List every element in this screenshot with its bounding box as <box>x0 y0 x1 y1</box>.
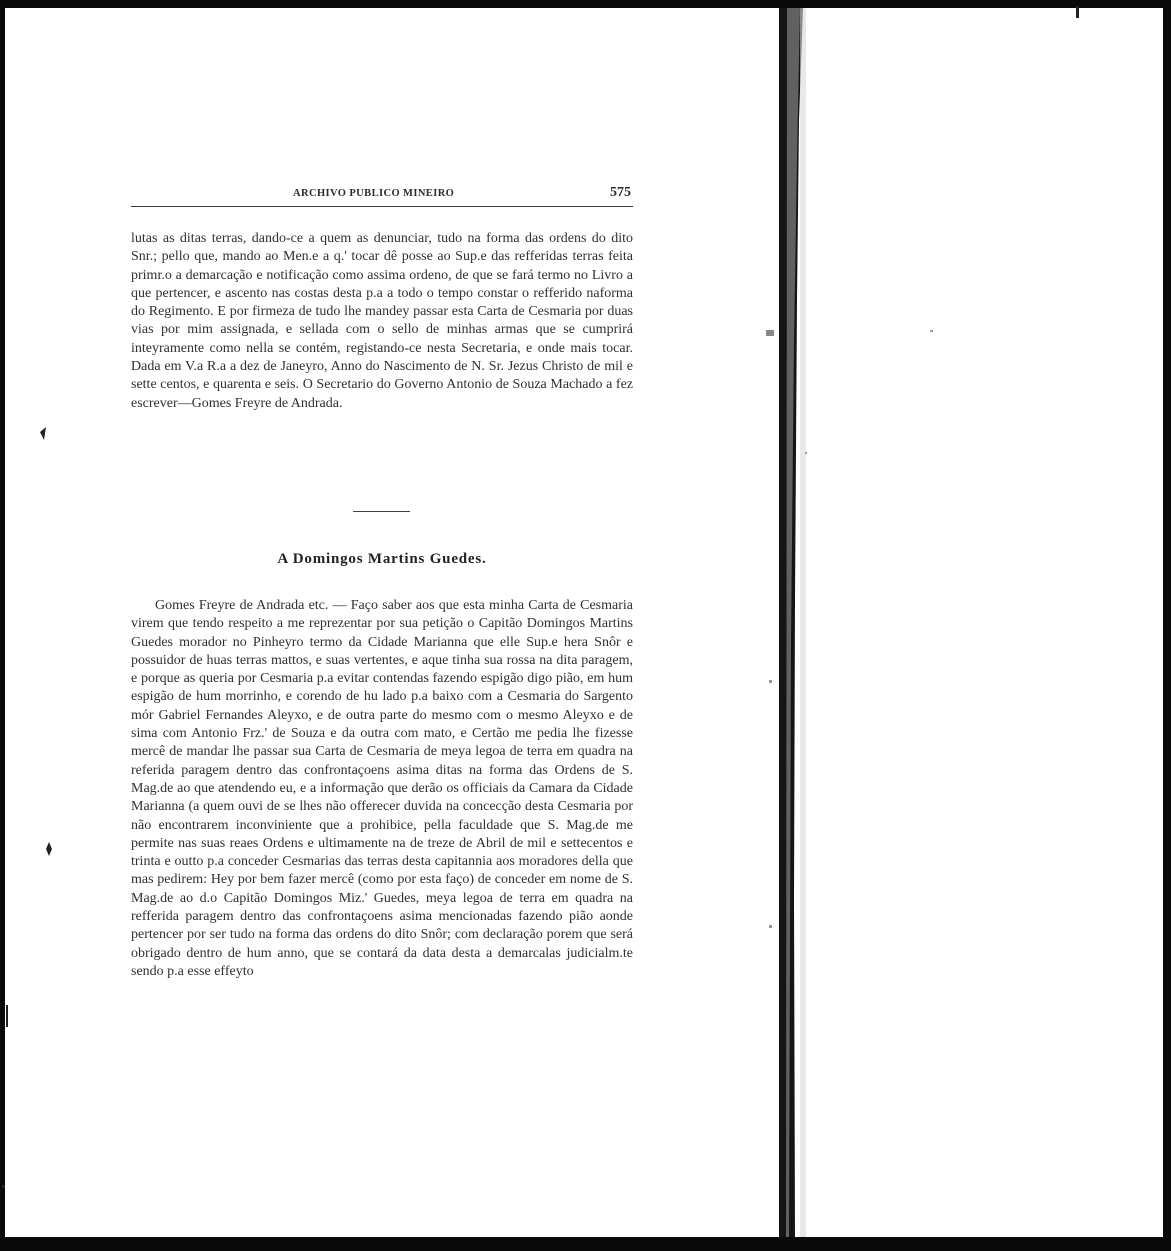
page-header <box>131 185 633 210</box>
page-number: 575 <box>610 185 631 200</box>
header-rule <box>131 206 633 207</box>
running-head: ARCHIVO PUBLICO MINEIRO <box>293 188 455 199</box>
section-divider <box>353 511 410 512</box>
bottom-border <box>0 1237 1171 1251</box>
top-border <box>0 0 1171 8</box>
paragraph-continued-text: lutas as ditas terras, dando-ce a quem as denunciar, tudo na forma das ordens do dito Snr.; pello que, mando ao Men.e a q.' tocar dê posse ao Sup.e das refferidas terras feita primr.o a demarcação e notificação como assima ordeno, de que se fará termo no Livro a que pertencer, e ascento nas costas desta p.a a todo o tempo constar o refferido naforma do Regimento. E por firmeza de tudo lhe mandey passar esta Carta de Cesmaria por duas vias por mim assignada, e sellada com o sello de minhas armas que se cumprirá inteyramente como nella se contém, registando-ce nesta Secretaria, e onde mais tocar. Dada em V.a R.a a dez de Janeyro, Anno do Nascimento de N. Sr. Jezus Christo de mil e sette centos, e quarenta e seis. O Secretario do Governo Antonio de Souza Machado a fez escrever—Gomes Freyre de Andrada. <box>131 231 633 411</box>
right-border <box>1163 0 1171 1251</box>
section-heading: A Domingos Martins Guedes. <box>277 551 487 567</box>
book-gutter <box>779 8 806 1237</box>
left-border <box>0 0 5 1251</box>
paragraph-carta-text: Gomes Freyre de Andrada etc. — Faço saber aos que esta minha Carta de Cesmaria virem que tendo respeito a me reprezentar por sua petição o Capitão Domingos Martins Guedes morador no Pinheyro termo da Cidade Marianna que elle Sup.e hera Snôr e possuidor de huas terras mattos, e suas vertentes, e aque tinha sua rossa na dita paragem, e porque as queria por Cesmaria p.a evitar contendas fazendo espigão digo pião, em hum espigão de hum morrinho, e corendo de hu lado p.a baixo com a Cesmaria do Sargento mór Gabriel Fernandes Aleyxo, e de outra parte do mesmo com o mesmo Aleyxo e de sima com Antonio Frz.' de Souza e da outra com mato, e Certão me pedia lhe fizesse mercê de mandar lhe passar sua Carta de Cesmaria de meya legoa de terra em quadra na referida paragem dentro das confrontaçoens asima ditas na forma das Ordens de S. Mag.de ao que atendendo eu, e a informação que derão os officiais da Camara da Cidade Marianna (a quem ouvi de se lhes não offerecer duvida na concecção desta Cesmaria por não encontrarem inconviniente que a prohibice, pella faculdade que S. Mag.de me permite nas suas reaes Ordens e ultimamente na de treze de Abril de mil e settecentos e trinta e outto p.a conceder Cesmarias das terras desta capitannia aos moradores della que mas pedirem: Hey por bem fazer mercê (como por esta faço) de conceder em nome de S. Mag.de ao d.o Capitão Domingos Miz.' Guedes, meya legoa de terra em quadra na refferida paragem dentro das confrontaçoens asima mencionadas fazendo pião aonde pertencer por ser tudo na forma das ordens do dito Snôr; com declaração porem que será obrigado dentro de hum anno, que se contará da data desta a demarcalas judicialm.te sendo p.a esse effeyto <box>131 598 633 979</box>
